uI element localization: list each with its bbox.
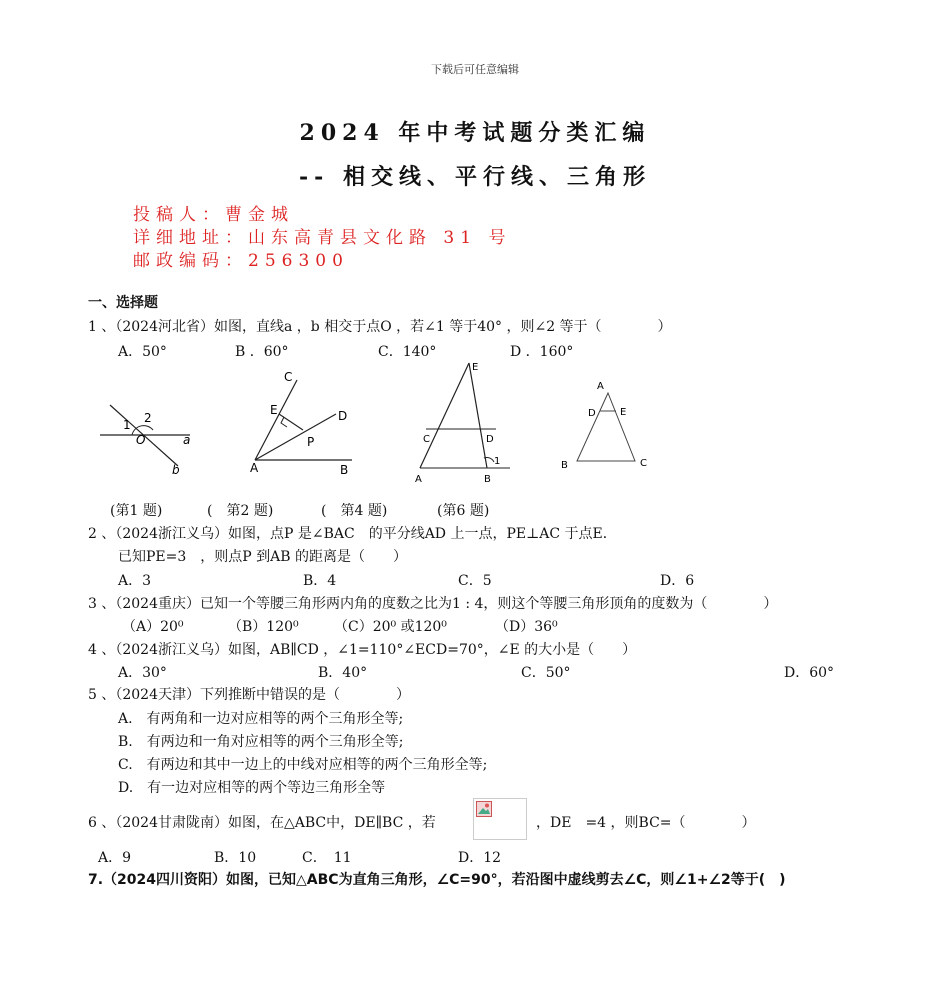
figures	[90, 358, 690, 488]
q3-option-a: （A）20⁰	[122, 619, 184, 635]
fig2-label-e: E	[270, 403, 278, 417]
q6-option-b: B．10	[214, 850, 257, 866]
page-title: 2024 年中考试题分类汇编	[299, 120, 651, 146]
q5-stem: 5 、（2024天津）下列推断中错误的是（ ）	[88, 687, 410, 703]
q7-stem: 7.（2024四川资阳）如图，已知△ABC为直角三角形，∠C=90°，若沿图中虚线剪去∠C，则∠1+∠2等于( )	[88, 872, 786, 888]
q2-line2: 已知PE=3 ，则点P 到AB 的距离是（ ）	[118, 549, 407, 565]
fig4-label-c: C	[423, 434, 430, 445]
caption-fig6: (第6 题)	[437, 503, 490, 519]
q1-option-b: B ．60°	[235, 344, 289, 360]
image-icon	[476, 801, 492, 817]
q6-option-d: D．12	[458, 850, 502, 866]
header-note: 下载后可任意编辑	[431, 63, 519, 76]
q2-option-b: B．4	[303, 573, 337, 589]
q6-option-c: C． 11	[302, 850, 352, 866]
figure-2	[250, 370, 352, 477]
q2-option-d: D．6	[660, 573, 695, 589]
q5-option-a: A. 有两角和一边对应相等的两个三角形全等;	[118, 711, 404, 727]
page-subtitle: -- 相交线、平行线、三角形	[299, 164, 651, 190]
q6-stem-a: 6 、（2024甘肃陇南）如图，在△ABC中，DE∥BC ，若	[88, 815, 436, 831]
q1-option-c: C．140°	[378, 344, 437, 360]
fig6-label-d: D	[588, 408, 596, 419]
fig6-label-a: A	[597, 381, 604, 392]
q2-line1: 2 、（2024浙江义乌）如图，点P 是∠BAC 的平分线AD 上一点，PE⊥AC 于点E．	[88, 526, 617, 542]
q1-stem: 1 、（2024河北省）如图，直线a ，b 相交于点O ，若∠1 等于40° ，则∠2 等于（ ）	[88, 319, 672, 335]
caption-fig1: (第1 题)	[110, 503, 163, 519]
q4-option-c: C．50°	[521, 665, 571, 681]
q3-option-c: （C）20⁰ 或120⁰	[334, 619, 447, 635]
contributor-author: 投稿人：曹金城	[133, 205, 294, 225]
fig6-label-e: E	[620, 407, 627, 418]
contributor-address: 详细地址：山东高青县文化路 31 号	[133, 228, 512, 248]
fig1-label-1: 1	[123, 418, 131, 432]
fig2-label-b: B	[340, 463, 349, 477]
fig1-label-o: O	[136, 433, 146, 447]
figure-1	[100, 405, 190, 477]
fig2-label-p: P	[307, 435, 315, 449]
q2-option-c: C．5	[458, 573, 492, 589]
q1-option-a: A．50°	[118, 344, 167, 360]
q3-option-d: （D）36⁰	[495, 619, 558, 635]
q6-stem-b: ，DE =4 ，则BC=（ ）	[536, 815, 756, 831]
q4-option-a: A．30°	[118, 665, 167, 681]
q1-option-d: D ．160°	[510, 344, 574, 360]
fig1-label-2: 2	[144, 411, 152, 425]
q3-stem: 3 、（2024重庆）已知一个等腰三角形两内角的度数之比为1 : 4，则这个等腰三角形顶角的度数为（ ）	[88, 596, 778, 612]
q2-option-a: A．3	[118, 573, 152, 589]
fig6-label-b: B	[561, 460, 568, 471]
fig6-label-c: C	[640, 458, 647, 469]
fig4-label-1: 1	[494, 456, 501, 467]
q5-option-c: C. 有两边和其中一边上的中线对应相等的两个三角形全等;	[118, 757, 488, 773]
broken-image-placeholder	[473, 798, 527, 840]
fig2-label-d: D	[338, 409, 348, 423]
figure-4	[415, 362, 510, 485]
section-title: 一、选择题	[88, 295, 158, 311]
q4-stem: 4 、（2024浙江义乌）如图，AB∥CD ，∠1=110°∠ECD=70°，∠E 的大小是（ ）	[88, 642, 637, 658]
contributor-postcode: 邮政编码：256300	[133, 251, 349, 271]
fig4-label-d: D	[486, 434, 494, 445]
q5-option-b: B. 有两边和一角对应相等的两个三角形全等;	[118, 734, 404, 750]
fig2-label-a: A	[250, 461, 259, 475]
fig4-label-a: A	[415, 474, 422, 485]
figure-6	[561, 381, 647, 471]
caption-fig4: ( 第4 题)	[321, 503, 388, 519]
fig4-label-e: E	[472, 362, 479, 373]
q4-option-b: B．40°	[318, 665, 368, 681]
caption-fig2: ( 第2 题)	[207, 503, 274, 519]
fig4-label-b: B	[484, 474, 491, 485]
q4-option-d: D．60°	[784, 665, 835, 681]
q3-option-b: （B）120⁰	[228, 619, 299, 635]
fig1-label-a: a	[183, 433, 191, 447]
fig2-label-c: C	[284, 370, 293, 384]
q6-option-a: A．9	[98, 850, 132, 866]
fig1-label-b: b	[172, 463, 180, 477]
q5-option-d: D. 有一边对应相等的两个等边三角形全等	[118, 780, 386, 796]
